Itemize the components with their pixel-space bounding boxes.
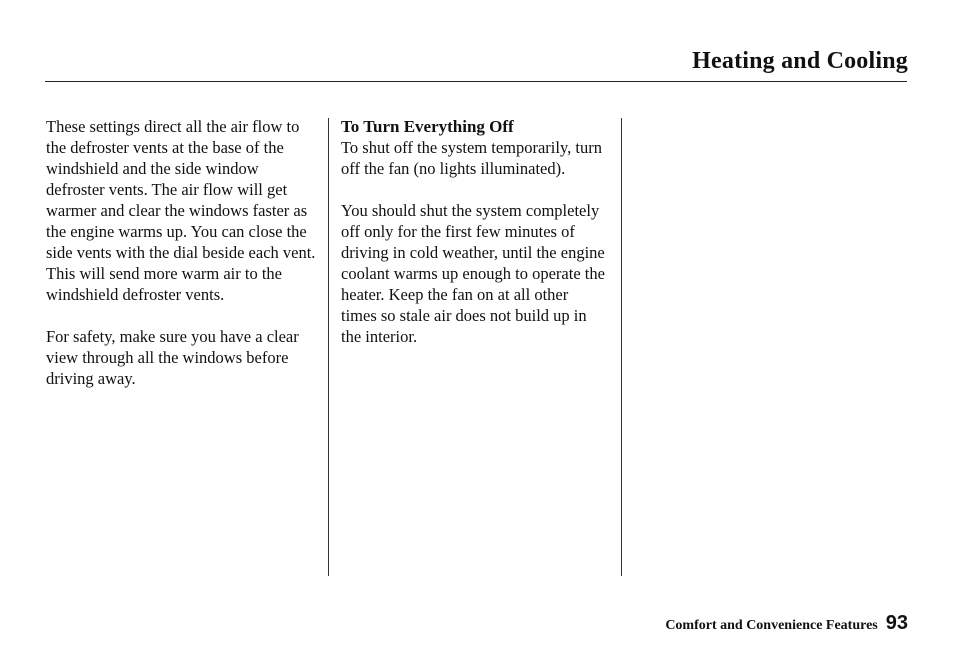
body-paragraph: These settings direct all the air flow to the defroster vents at the base of the windshield and the side window defroster vents. The air flow will get warmer and clear the windows faster as the engine warms up. You can close the side vents with the dial beside each vent. This will send more warm air to the windshield defroster vents. — [46, 117, 316, 304]
footer-section-title: Comfort and Convenience Features — [665, 618, 878, 633]
page-footer — [665, 612, 908, 635]
column-divider — [621, 118, 622, 576]
column-divider — [328, 118, 329, 576]
left-column — [46, 116, 321, 410]
section-heading: To Turn Everything Off — [341, 117, 514, 136]
header-divider — [45, 81, 907, 82]
body-paragraph: For safety, make sure you have a clear view through all the windows before driving away. — [46, 327, 299, 388]
page-number: 93 — [885, 612, 908, 634]
middle-column — [341, 116, 606, 368]
body-paragraph: To shut off the system temporarily, turn off the fan (no lights illuminated). — [341, 138, 602, 178]
page-title: Heating and Cooling — [692, 48, 908, 74]
body-paragraph: You should shut the system completely off only for the first few minutes of driving in cold weather, until the engine coolant warms up enough to operate the heater. Keep the fan on at all other times so stale air does not build up in the interior. — [341, 201, 605, 346]
